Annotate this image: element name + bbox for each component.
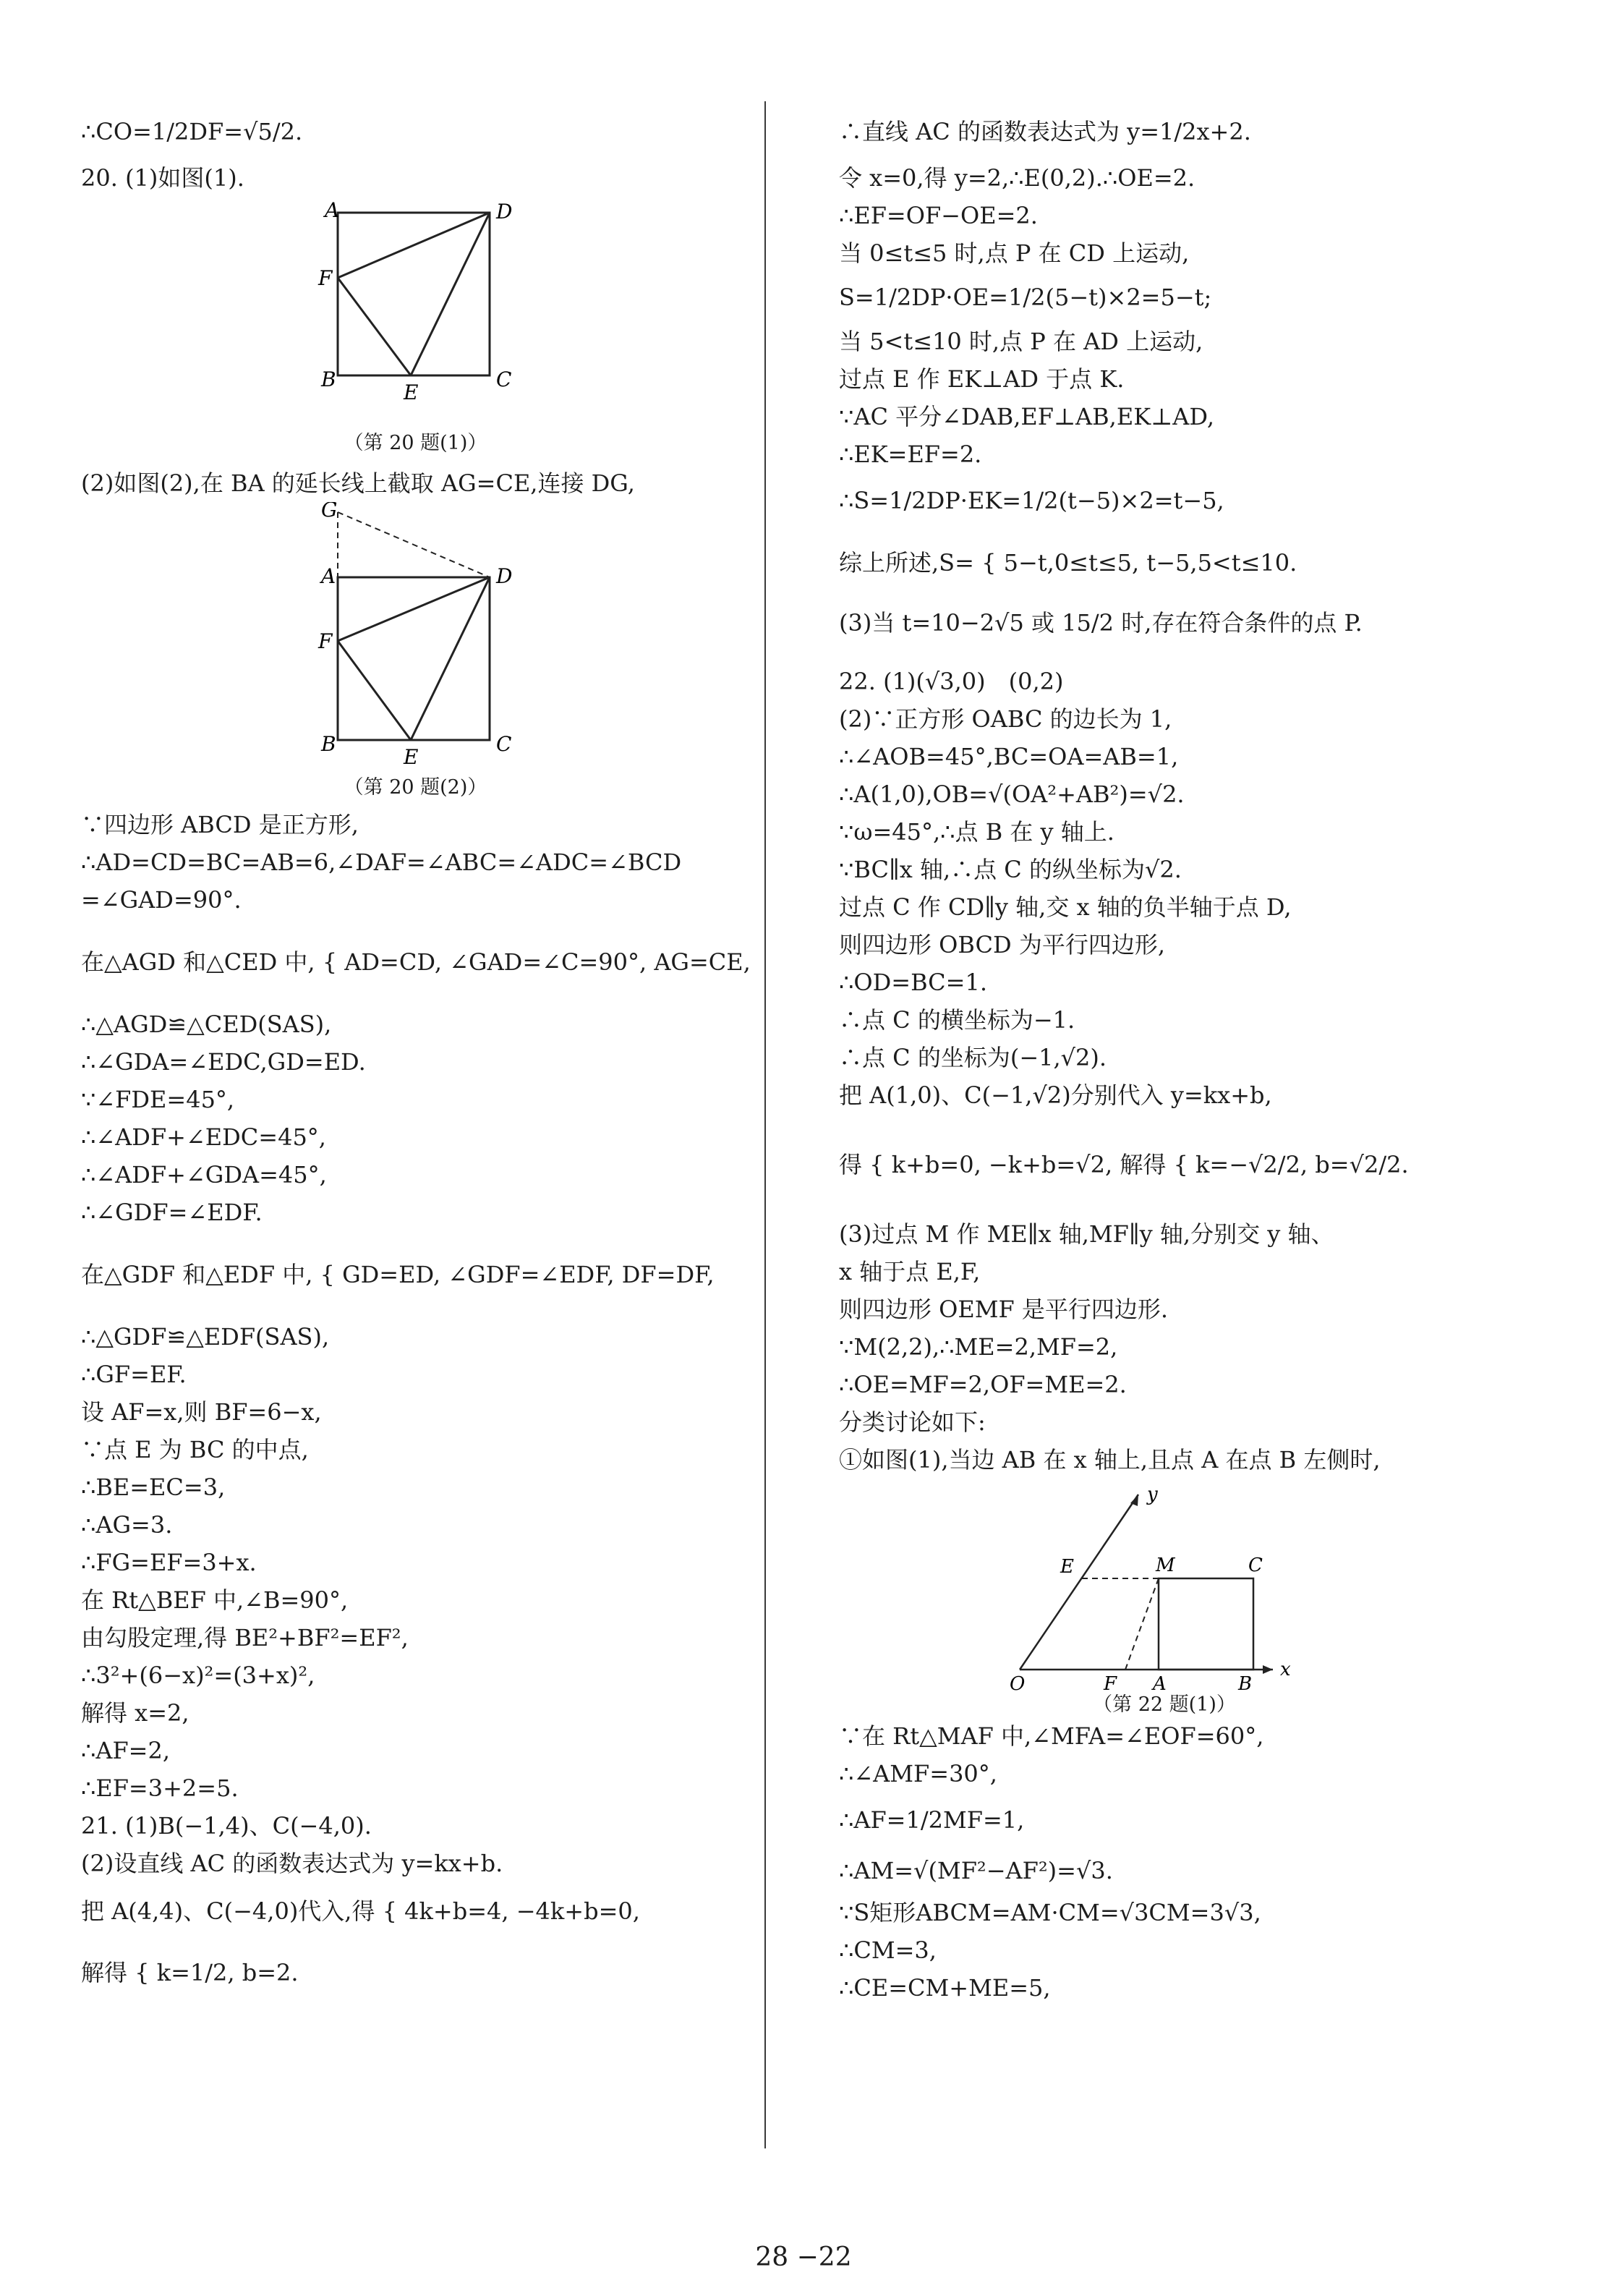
figure-caption: （第 20 题(1)） xyxy=(344,432,487,454)
text-line: 把 A(4,4)、C(−4,0)代入,得 { 4k+b=4, −4k+b=0, xyxy=(81,1897,640,1925)
text-line: (3)过点 M 作 ME∥x 轴,MF∥y 轴,分别交 y 轴、 xyxy=(839,1220,1334,1248)
y-axis xyxy=(1020,1494,1138,1670)
text-line: 令 x=0,得 y=2,∴E(0,2).∴OE=2. xyxy=(839,164,1195,192)
segment-fd xyxy=(338,577,490,641)
text-line: ∴∠GDF=∠EDF. xyxy=(81,1199,263,1226)
label-a: A xyxy=(1153,1673,1167,1695)
text-line: ∴GF=EF. xyxy=(81,1361,187,1388)
text-line: ∴OE=MF=2,OF=ME=2. xyxy=(839,1371,1127,1398)
text-line: 把 A(1,0)、C(−1,√2)分别代入 y=kx+b, xyxy=(839,1081,1272,1109)
text-line: ∴EF=OF−OE=2. xyxy=(839,202,1038,229)
segment-fd xyxy=(338,213,490,278)
label-o: O xyxy=(1010,1673,1026,1695)
label-x: x xyxy=(1280,1659,1291,1680)
figure-22-1 xyxy=(839,1479,1562,1717)
text-line: ∴CE=CM+ME=5, xyxy=(839,1974,1051,2002)
label-b: B xyxy=(321,367,336,391)
figure-22-1-diagram xyxy=(839,1479,1562,1696)
text-line: 当 0≤t≤5 时,点 P 在 CD 上运动, xyxy=(839,239,1190,267)
text-line: ∴OD=BC=1. xyxy=(839,969,987,996)
text-line: ∵M(2,2),∴ME=2,MF=2, xyxy=(839,1333,1118,1361)
label-a: A xyxy=(321,564,336,588)
text-line: 在△GDF 和△EDF 中, { GD=ED, ∠GDF=∠EDF, DF=DF, xyxy=(81,1261,715,1288)
label-f: F xyxy=(318,629,333,653)
text-line: 21. (1)B(−1,4)、C(−4,0). xyxy=(81,1812,372,1840)
label-b: B xyxy=(321,732,336,756)
text-line: ∴△AGD≌△CED(SAS), xyxy=(81,1011,332,1038)
text-line: 过点 E 作 EK⊥AD 于点 K. xyxy=(839,365,1125,393)
text-line: ∴AG=3. xyxy=(81,1511,173,1539)
text-line: ∴∠AOB=45°,BC=OA=AB=1, xyxy=(839,743,1179,770)
segment-ed xyxy=(411,213,490,375)
segment-ed xyxy=(411,577,490,740)
label-m: M xyxy=(1156,1555,1175,1576)
x-axis-arrow xyxy=(1263,1665,1273,1674)
text-line: 解得 { k=1/2, b=2. xyxy=(81,1959,299,1986)
text-line: 过点 C 作 CD∥y 轴,交 x 轴的负半轴于点 D, xyxy=(839,893,1292,921)
text-line: ∵S矩形ABCM=AM·CM=√3CM=3√3, xyxy=(839,1899,1261,1926)
text-line: 22. (1)(√3,0) (0,2) xyxy=(839,668,1064,695)
label-d: D xyxy=(496,564,513,588)
label-e: E xyxy=(404,380,419,404)
text-line: ∴S=1/2DP·EK=1/2(t−5)×2=t−5, xyxy=(839,487,1224,514)
text-line: 设 AF=x,则 BF=6−x, xyxy=(81,1398,322,1426)
segment-fm-dashed xyxy=(1125,1578,1159,1670)
label-y: y xyxy=(1147,1484,1158,1505)
text-line: ∴AM=√(MF²−AF²)=√3. xyxy=(839,1857,1113,1884)
left-column xyxy=(81,109,750,2005)
label-f: F xyxy=(318,266,333,290)
segment-fe xyxy=(338,278,411,375)
label-e: E xyxy=(1060,1556,1074,1578)
text-line: ∴CM=3, xyxy=(839,1936,937,1964)
text-line: ∴点 C 的横坐标为−1. xyxy=(839,1006,1075,1034)
text-line: (2)∵正方形 OABC 的边长为 1, xyxy=(839,705,1172,733)
text-line: ∵四边形 ABCD 是正方形, xyxy=(81,811,359,838)
figure-caption: （第 22 题(1)） xyxy=(1093,1693,1236,1716)
text-line: ①如图(1),当边 AB 在 x 轴上,且点 A 在点 B 左侧时, xyxy=(839,1446,1381,1474)
text-line: 当 5<t≤10 时,点 P 在 AD 上运动, xyxy=(839,328,1203,355)
right-column xyxy=(839,109,1562,2007)
text-line: 在 Rt△BEF 中,∠B=90°, xyxy=(81,1586,349,1614)
text-line: 由勾股定理,得 BE²+BF²=EF², xyxy=(81,1624,409,1651)
segment-gd-dashed xyxy=(338,512,490,577)
segment-fe xyxy=(338,641,411,740)
text-line: ∴BE=EC=3, xyxy=(81,1474,226,1501)
text-line: 分类讨论如下: xyxy=(839,1408,986,1436)
text-line: ∴3²+(6−x)²=(3+x)², xyxy=(81,1662,315,1689)
text-line: 则四边形 OBCD 为平行四边形, xyxy=(839,931,1166,958)
text-line: ∴AD=CD=BC=AB=6,∠DAF=∠ABC=∠ADC=∠BCD xyxy=(81,849,682,876)
label-f: F xyxy=(1104,1673,1117,1695)
text-line: ∴AF=2, xyxy=(81,1737,171,1764)
text-line: 则四边形 OEMF 是平行四边形. xyxy=(839,1296,1169,1323)
text-line: ∵BC∥x 轴,∴点 C 的纵坐标为√2. xyxy=(839,856,1182,883)
label-g: G xyxy=(321,502,338,522)
text-line: ∴点 C 的坐标为(−1,√2). xyxy=(839,1044,1107,1071)
text-line: 综上所述,S= { 5−t,0≤t≤5, t−5,5<t≤10. xyxy=(839,549,1297,577)
text-line: (2)设直线 AC 的函数表达式为 y=kx+b. xyxy=(81,1850,503,1877)
text-line: 在△AGD 和△CED 中, { AD=CD, ∠GAD=∠C=90°, AG=CE, xyxy=(81,948,751,976)
text-line: S=1/2DP·OE=1/2(5−t)×2=5−t; xyxy=(839,284,1212,311)
text-line: =∠GAD=90°. xyxy=(81,886,242,914)
text-line: ∴A(1,0),OB=√(OA²+AB²)=√2. xyxy=(839,781,1185,808)
text-line: ∴AF=1/2MF=1, xyxy=(839,1806,1025,1834)
text-line: ∵点 E 为 BC 的中点, xyxy=(81,1436,309,1463)
label-c: C xyxy=(1248,1555,1263,1576)
text-line: ∴EK=EF=2. xyxy=(839,441,982,468)
text-line: ∵AC 平分∠DAB,EF⊥AB,EK⊥AD, xyxy=(839,403,1215,430)
text-line: ∴∠ADF+∠GDA=45°, xyxy=(81,1161,327,1189)
text-line: x 轴于点 E,F, xyxy=(839,1258,981,1285)
figure-20-2 xyxy=(81,502,750,806)
text-line: 20. (1)如图(1). xyxy=(81,164,244,192)
column-divider xyxy=(764,101,766,2148)
label-b: B xyxy=(1238,1673,1253,1695)
text-line: ∴CO=1/2DF=√5/2. xyxy=(81,118,303,145)
square-abcd xyxy=(338,577,490,740)
page-number: 28 −22 xyxy=(755,2242,852,2272)
text-line: (3)当 t=10−2√5 或 15/2 时,存在符合条件的点 P. xyxy=(839,609,1363,637)
text-line: ∴∠AMF=30°, xyxy=(839,1760,997,1787)
text-line: ∵∠FDE=45°, xyxy=(81,1086,235,1113)
figure-20-1 xyxy=(81,197,750,464)
text-line: ∵ω=45°,∴点 B 在 y 轴上. xyxy=(839,818,1114,846)
text-line: ∴△GDF≌△EDF(SAS), xyxy=(81,1323,330,1351)
label-a: A xyxy=(325,198,340,222)
figure-20-2-diagram xyxy=(81,502,750,777)
label-d: D xyxy=(496,200,513,224)
text-line: (2)如图(2),在 BA 的延长线上截取 AG=CE,连接 DG, xyxy=(81,469,635,497)
text-line: ∴FG=EF=3+x. xyxy=(81,1549,257,1576)
text-line: ∴直线 AC 的函数表达式为 y=1/2x+2. xyxy=(839,118,1251,145)
figure-caption: （第 20 题(2)） xyxy=(344,776,487,799)
square-abcd xyxy=(338,213,490,375)
text-line: ∴∠GDA=∠EDC,GD=ED. xyxy=(81,1048,366,1076)
text-line: 得 { k+b=0, −k+b=√2, 解得 { k=−√2/2, b=√2/2. xyxy=(839,1151,1409,1178)
label-c: C xyxy=(496,732,512,756)
text-line: ∵在 Rt△MAF 中,∠MFA=∠EOF=60°, xyxy=(839,1722,1264,1750)
figure-20-1-diagram xyxy=(81,197,750,435)
text-line: ∴∠ADF+∠EDC=45°, xyxy=(81,1123,326,1151)
text-line: ∴EF=3+2=5. xyxy=(81,1774,239,1802)
text-line: 解得 x=2, xyxy=(81,1699,189,1727)
rectangle-abcm xyxy=(1159,1578,1253,1670)
label-e: E xyxy=(404,745,419,769)
label-c: C xyxy=(496,367,512,391)
